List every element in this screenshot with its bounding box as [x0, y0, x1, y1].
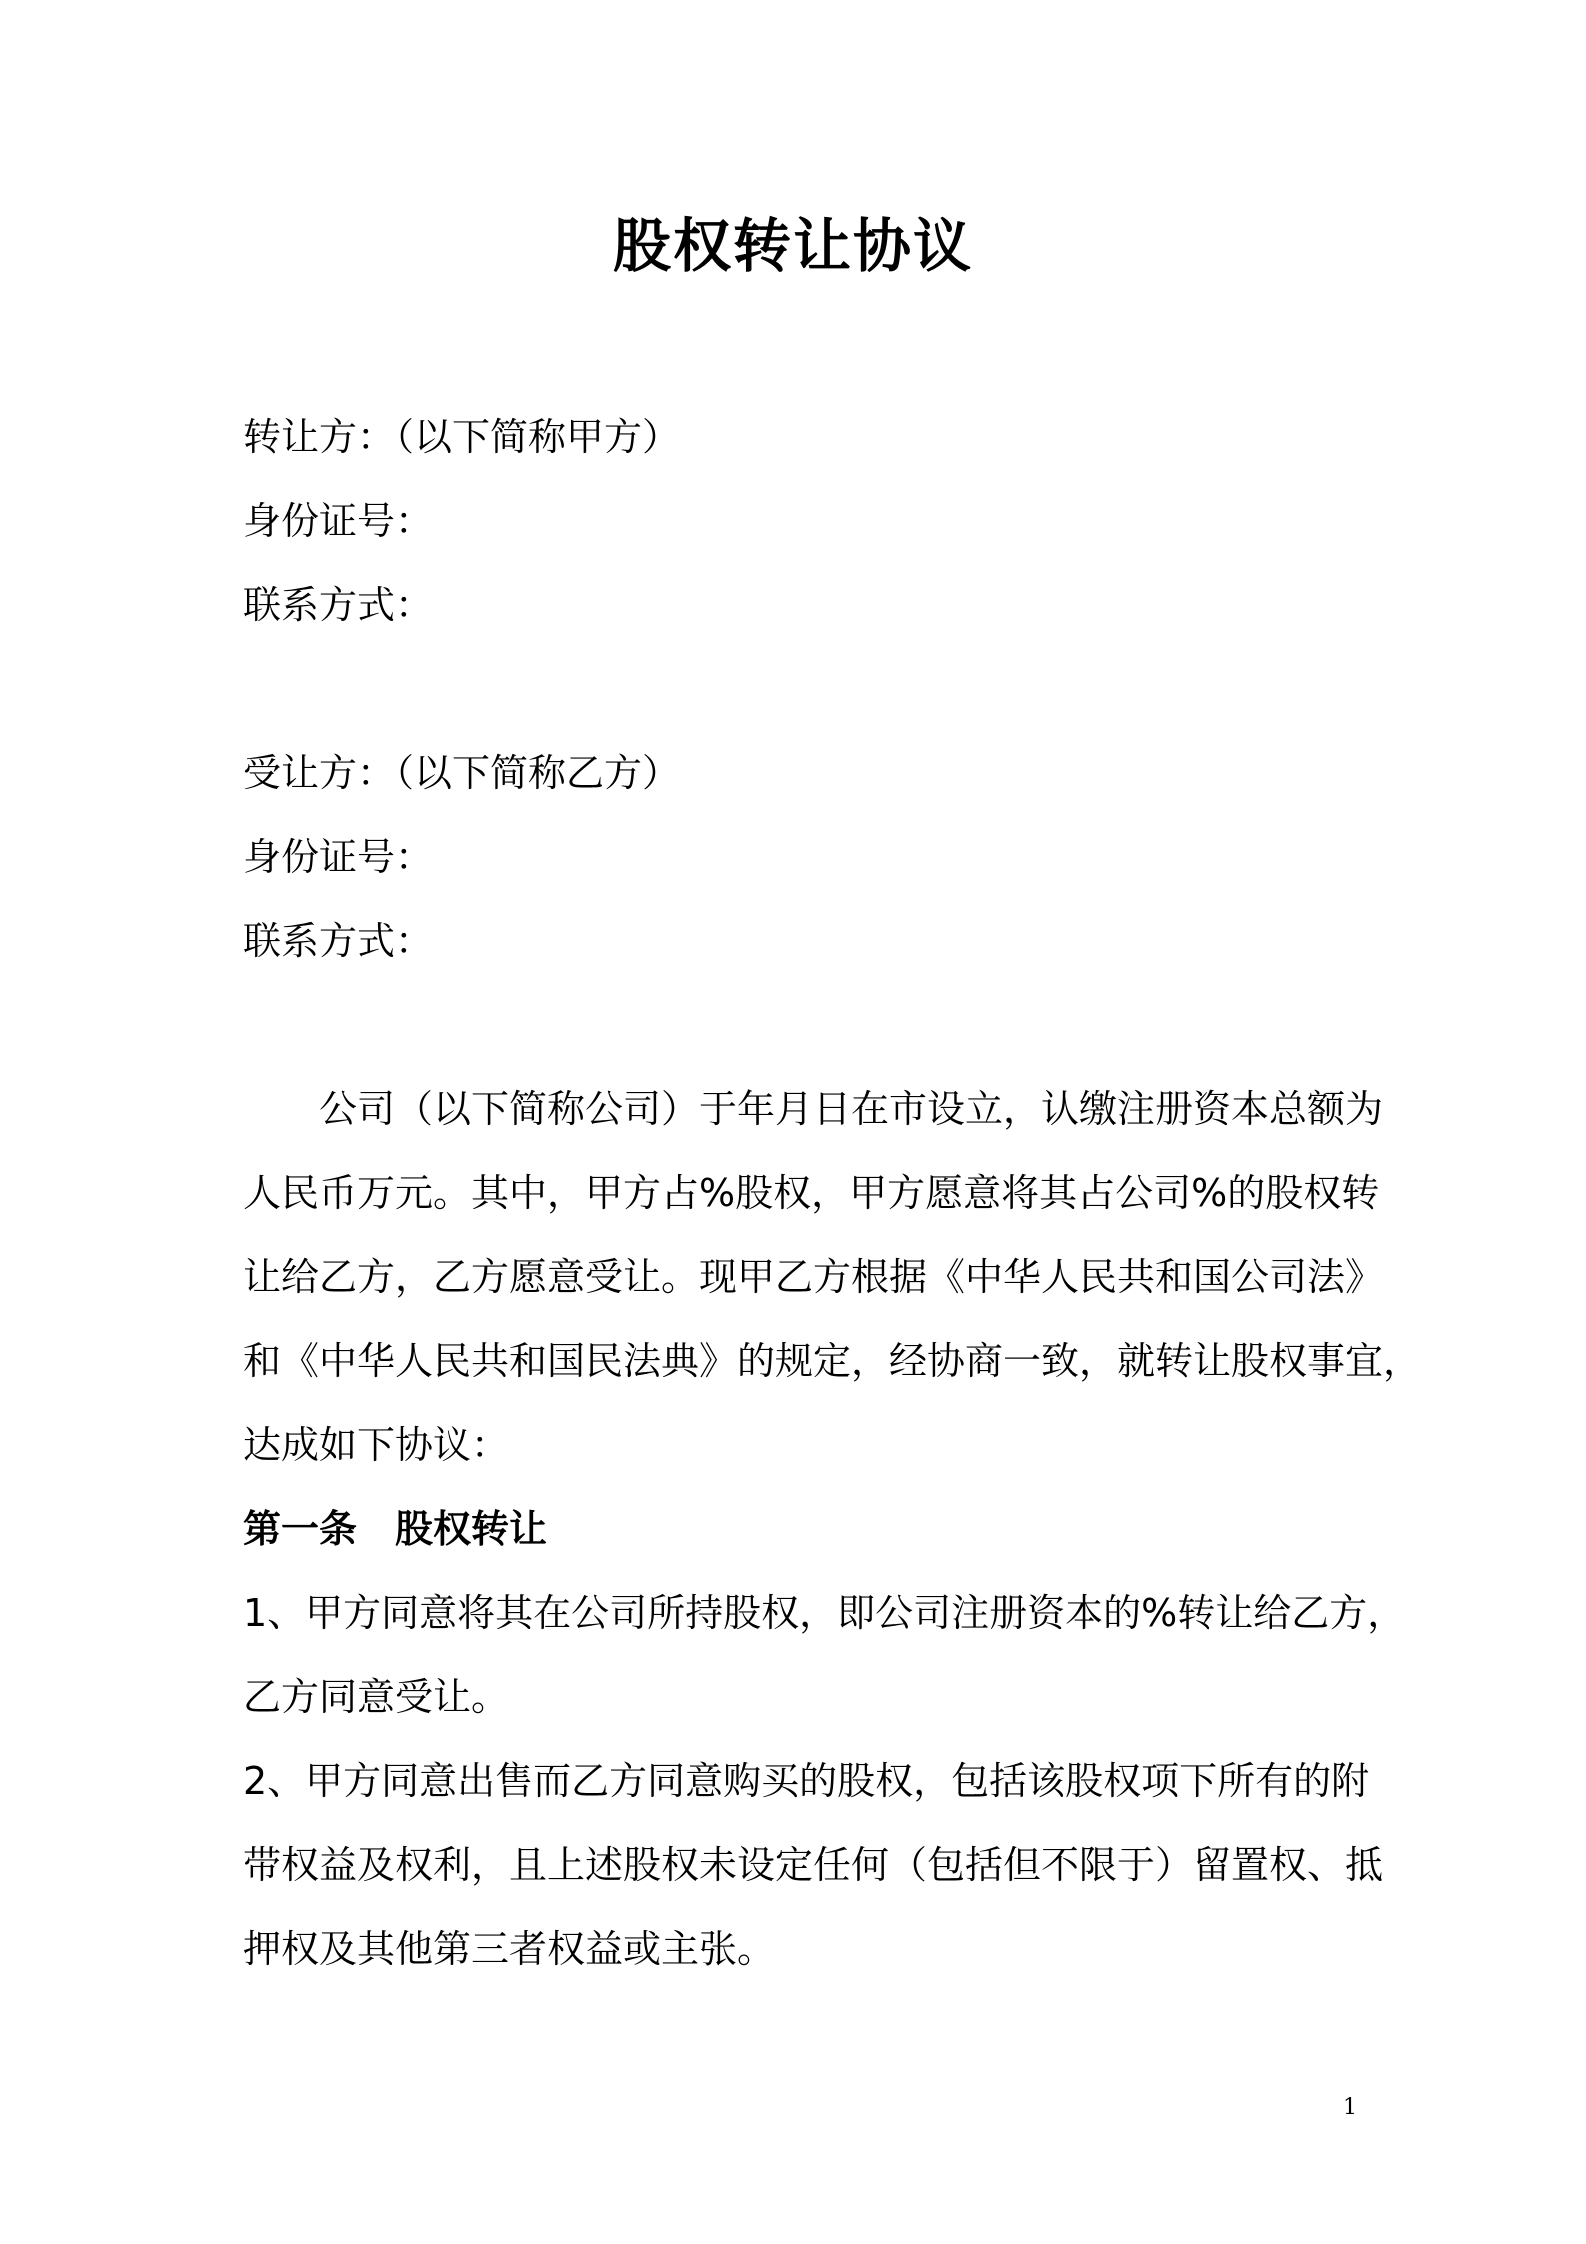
document-title: 股权转让协议	[612, 212, 973, 280]
preamble-line: 公司（以下简称公司）于年月日在市设立，认缴注册资本总额为	[319, 1087, 1384, 1131]
transferor-label: 转让方：（以下简称甲方）	[243, 415, 681, 459]
clause-2-line: 押权及其他第三者权益或主张。	[243, 1927, 776, 1971]
transferor-contact-label: 联系方式：	[243, 583, 434, 627]
article-1-number: 第一条	[243, 1507, 358, 1551]
transferor-id-label: 身份证号：	[243, 499, 434, 543]
transferee-contact-label: 联系方式：	[243, 919, 434, 963]
clause-1-line: 1、甲方同意将其在公司所持股权，即公司注册资本的%转让给乙方，	[243, 1591, 1406, 1635]
preamble-line: 人民币万元。其中，甲方占%股权，甲方愿意将其占公司%的股权转	[243, 1171, 1380, 1215]
clause-1-line: 乙方同意受让。	[243, 1675, 510, 1719]
article-1-title: 股权转让	[395, 1507, 548, 1551]
transferee-label: 受让方：（以下简称乙方）	[243, 751, 681, 795]
page-number: 1	[1343, 2095, 1357, 2120]
preamble-line: 和《中华人民共和国民法典》的规定，经协商一致，就转让股权事宜，	[243, 1339, 1422, 1383]
article-1-heading	[243, 1501, 547, 1557]
preamble-line: 达成如下协议：	[243, 1423, 510, 1467]
clause-2-line: 2、甲方同意出售而乙方同意购买的股权，包括该股权项下所有的附	[243, 1759, 1370, 1803]
preamble-line: 让给乙方，乙方愿意受让。现甲乙方根据《中华人民共和国公司法》	[243, 1255, 1384, 1299]
clause-2-line: 带权益及权利，且上述股权未设定任何（包括但不限于）留置权、抵	[243, 1843, 1384, 1887]
transferee-id-label: 身份证号：	[243, 835, 434, 879]
